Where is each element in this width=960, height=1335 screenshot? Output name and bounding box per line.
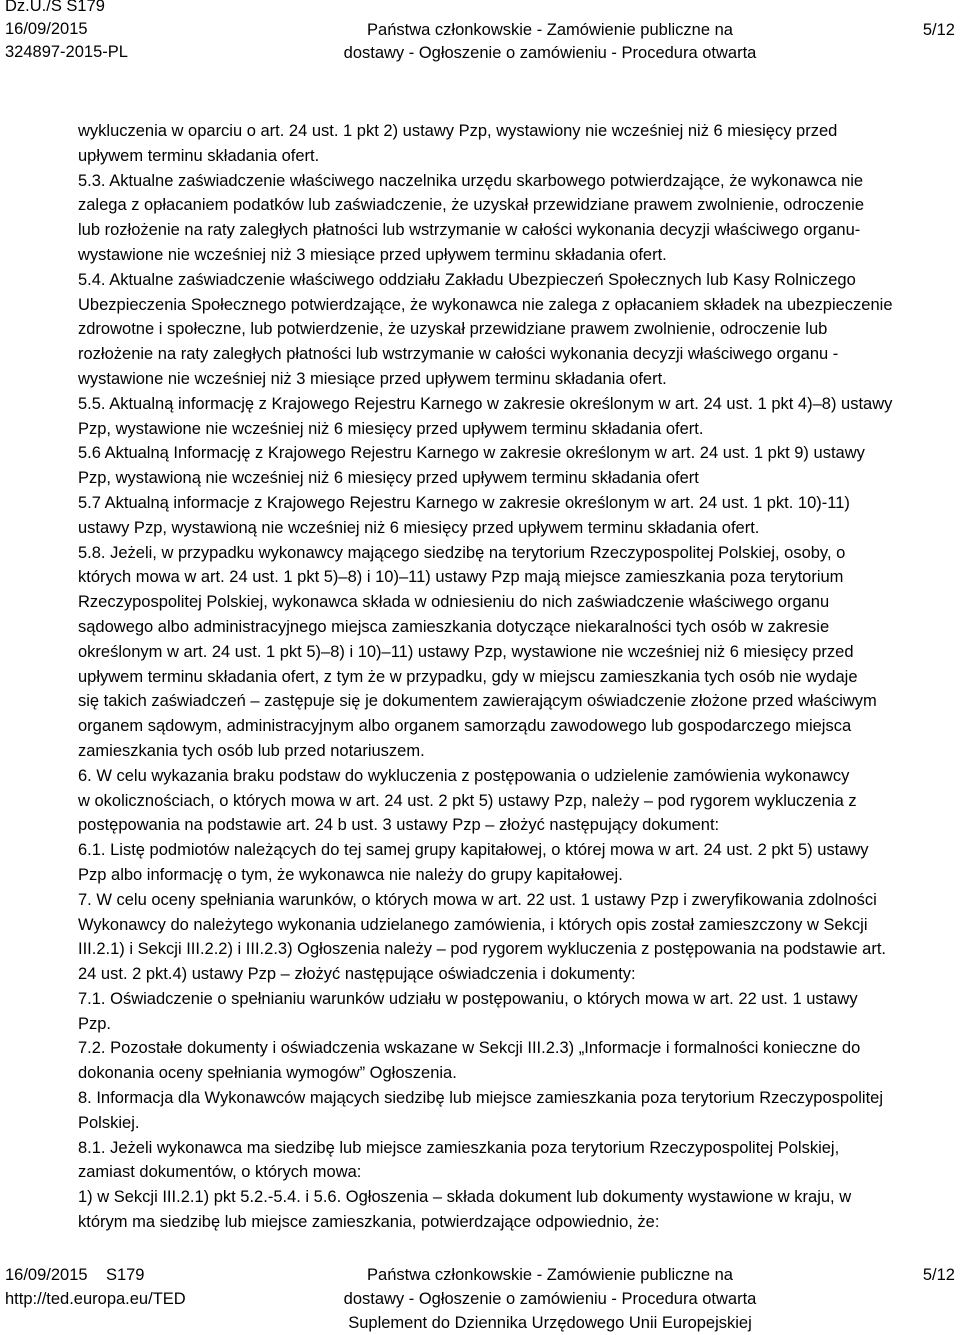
page-header <box>0 0 960 72</box>
header-title-block <box>334 19 766 65</box>
header-date: 16/09/2015 <box>5 20 88 38</box>
header-page-number: 5/12 <box>922 21 955 39</box>
footer-page-number: 5/12 <box>922 1266 955 1284</box>
paragraph-5-6: 5.6 Aktualną Informację z Krajowego Rejestru Karnego w zakresie określonym w art. 24 ust. 1 pkt 9) ustawy Pzp, wystawioną nie wcześniej niż 6 miesięcy przed upływem terminu składania ofert <box>78 444 865 488</box>
paragraph-8-1: 8.1. Jeżeli wykonawca ma siedzibę lub miejsce zamieszkania poza terytorium Rzeczypospolitej Polskiej, zamiast dokumentów, o których mowa: <box>78 1138 840 1182</box>
footer-date-issue <box>5 1263 186 1287</box>
footer-title-line-1: Państwa członkowskie - Zamówienie publiczne na <box>367 1266 733 1284</box>
footer-title-line-2: dostawy - Ogłoszenie o zamówieniu - Procedura otwarta <box>343 1290 757 1308</box>
header-doc-ref: Dz.U./S S179 <box>5 0 105 15</box>
footer-issue: S179 <box>105 1266 145 1284</box>
paragraph-6: 6. W celu wykazania braku podstaw do wykluczenia z postępowania o udzielenie zamówienia wykonawcy w okolicznościach, o których mowa w art. 24 ust. 2 pkt 5) ustawy Pzp, należy – pod rygorem wykluczenia z postępowania na podstawie art. 24 b ust. 3 ustawy Pzp – złożyć następujący dokument: <box>78 766 857 835</box>
paragraph-6-1: 6.1. Listę podmiotów należących do tej samej grupy kapitałowej, o której mowa w art. 24 ust. 2 pkt 5) ustawy Pzp albo informację o tym, że wykonawca nie należy do grupy kapitałowej. <box>78 841 869 884</box>
document-body <box>78 119 954 1235</box>
paragraph-5-5: 5.5. Aktualną informację z Krajowego Rejestru Karnego w zakresie określonym w art. 24 ust. 1 pkt 4)–8) ustawy Pzp, wystawione nie wcześniej niż 6 miesięcy przed upływem terminu składania ofert. <box>78 394 893 438</box>
paragraph-7: 7. W celu oceny spełniania warunków, o których mowa w art. 22 ust. 1 ustawy Pzp i zweryfikowania zdolności Wykonawcy do należytego wykonania udzielanego zamówienia, i których opis został zamieszczony w Sekcji III.2.1) i Sekcji III.2.2) i III.2.3) Ogłoszenia należy – pod rygorem wykluczenia z postępowania na podstawie art. 24 ust. 2 pkt.4) ustawy Pzp – złożyć następujące oświadczenia i dokumenty: <box>78 890 886 984</box>
footer-left-block <box>5 1263 186 1311</box>
header-left-block <box>5 0 128 64</box>
header-title-line-2: dostawy - Ogłoszenie o zamówieniu - Procedura otwarta <box>343 44 757 62</box>
footer-title-block <box>290 1263 810 1335</box>
paragraph-5-8: 5.8. Jeżeli, w przypadku wykonawcy mającego siedzibę na terytorium Rzeczypospolitej Polskiej, osoby, o których mowa w art. 24 ust. 1 pkt 5)–8) i 10)–11) ustawy Pzp mają miejsce zamieszkania poza terytorium Rzeczypospolitej Polskiej, wykonawca składa w odniesieniu do nich zaświadczenie właściwego organu sądowego albo administracyjnego miejsca zamieszkania dotyczące niekaralności tych osób w zakresie określonym w art. 24 ust. 1 pkt 5)–8) i 10)–11) ustawy Pzp, wystawione nie wcześniej niż 6 miesięcy przed upływem terminu składania ofert, z tym że w przypadku, gdy w miejscu zamieszkania tych osób nie wydaje się takich zaświadczeń – zastępuje się je dokumentem zawierającym oświadczenie złożone przed właściwym organem sądowym, administracyjnym albo organem samorządu zawodowego lub gospodarczego miejsca zamieszkania tych osób lub przed notariuszem. <box>78 543 877 760</box>
paragraph-5-3: 5.3. Aktualne zaświadczenie właściwego naczelnika urzędu skarbowego potwierdzające, że wykonawca nie zalega z opłacaniem podatków lub zaświadczenie, że uzyskał przewidziane prawem zwolnienie, odroczenie lub rozłożenie na raty zaległych płatności lub wstrzymanie w całości wykonania decyzji właściwego organu- wystawione nie wcześniej niż 3 miesiące przed upływem terminu składania ofert. <box>78 171 865 264</box>
paragraph-5-4: 5.4. Aktualne zaświadczenie właściwego oddziału Zakładu Ubezpieczeń Społecznych lub Kasy Rolniczego Ubezpieczenia Społecznego potwierdzające, że wykonawca nie zalega z opłacaniem składek na ubezpieczenie zdrowotne i społeczne, lub potwierdzenie, że uzyskał przewidziane prawem zwolnienie, odroczenie lub rozłożenie na raty zaległych płatności lub wstrzymanie w całości wykonania decyzji właściwego organu - wystawione nie wcześniej niż 3 miesiące przed upływem terminu składania ofert. <box>78 270 893 388</box>
paragraph-8: 8. Informacja dla Wykonawców mających siedzibę lub miejsce zamieszkania poza terytorium Rzeczypospolitej Polskiej. <box>78 1089 884 1132</box>
footer-date: 16/09/2015 <box>5 1266 88 1284</box>
footer-url[interactable]: http://ted.europa.eu/TED <box>5 1290 186 1308</box>
paragraph-8-1-item-1: 1) w Sekcji III.2.1) pkt 5.2.-5.4. i 5.6. Ogłoszenia – składa dokument lub dokumenty wystawione w kraju, w którym ma siedzibę lub miejsce zamieszkania, potwierdzające odpowiednio, że: <box>78 1188 852 1232</box>
paragraph-5-7: 5.7 Aktualną informacje z Krajowego Rejestru Karnego w zakresie określonym w art. 24 ust. 1 pkt. 10)-11) ustawy Pzp, wystawioną nie wcześniej niż 6 miesięcy przed upływem terminu składania ofert. <box>78 493 850 537</box>
header-title-line-1: Państwa członkowskie - Zamówienie publiczne na <box>367 21 733 39</box>
page-footer <box>0 1262 960 1334</box>
header-notice-id: 324897-2015-PL <box>5 43 128 61</box>
footer-title-line-3: Suplement do Dziennika Urzędowego Unii Europejskiej <box>348 1314 752 1332</box>
paragraph-7-1: 7.1. Oświadczenie o spełnianiu warunków udziału w postępowaniu, o których mowa w art. 22 ust. 1 ustawy Pzp. <box>78 989 858 1033</box>
paragraph-7-2: 7.2. Pozostałe dokumenty i oświadczenia wskazane w Sekcji III.2.3) „Informacje i formalności konieczne do dokonania oceny spełniania wymogów” Ogłoszenia. <box>78 1039 861 1083</box>
paragraph-1: wykluczenia w oparciu o art. 24 ust. 1 pkt 2) ustawy Pzp, wystawiony nie wcześniej niż 6 miesięcy przed upływem terminu składania ofert. <box>78 122 838 165</box>
